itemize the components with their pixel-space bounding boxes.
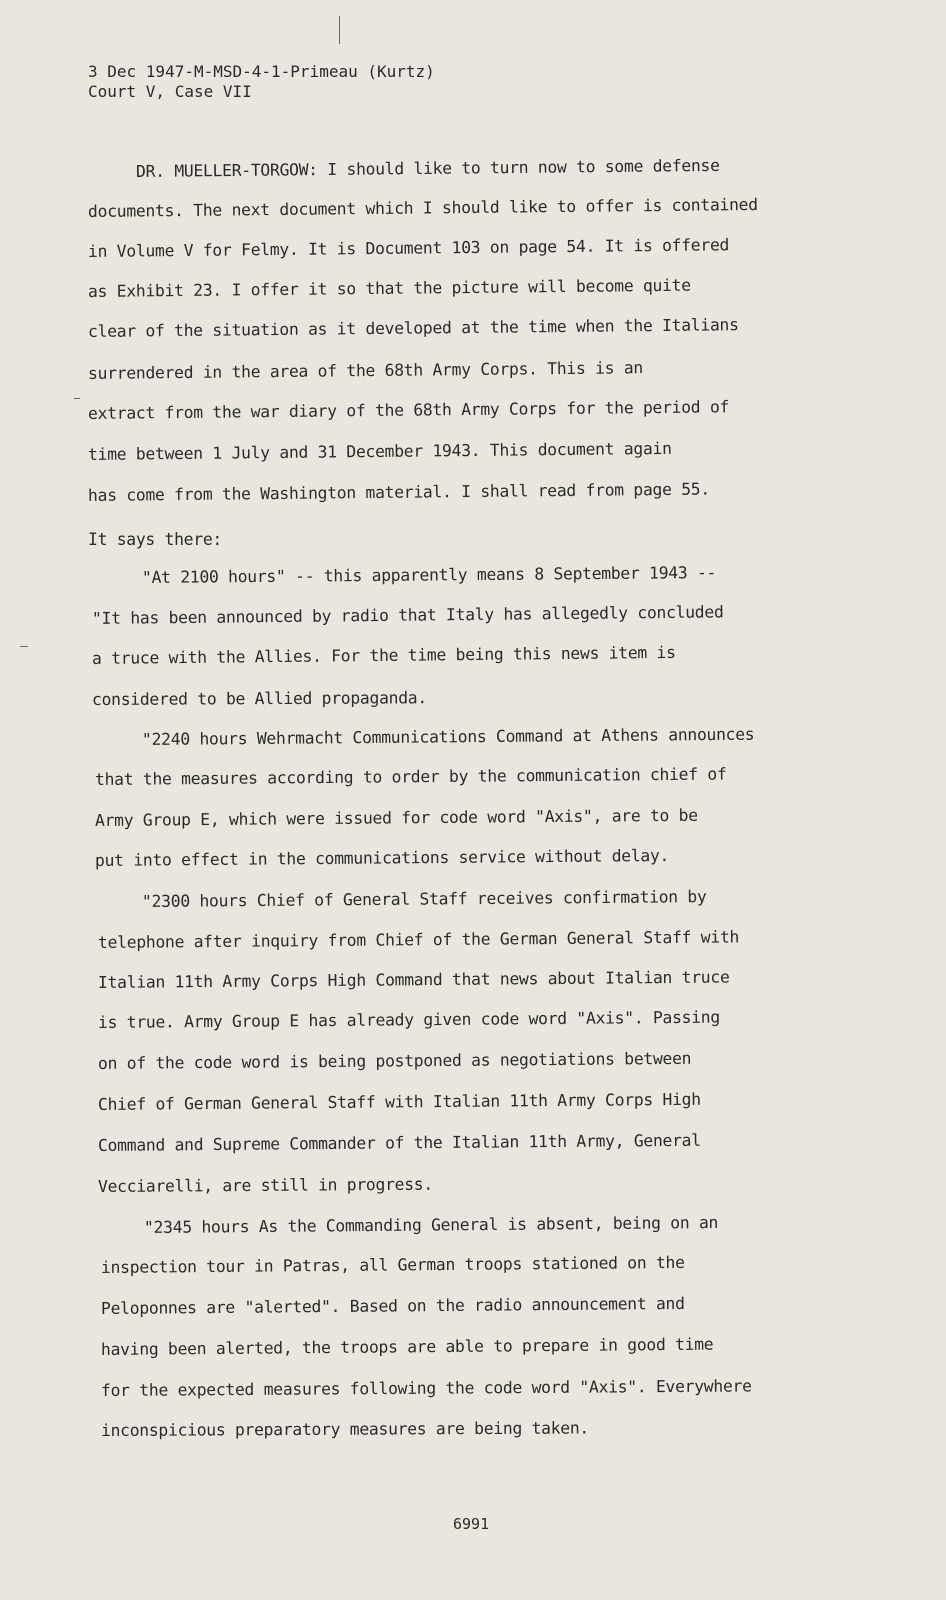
transcript-line: inspection tour in Patras, all German troops stationed on the xyxy=(100,1252,685,1277)
transcript-line: "2240 hours Wehrmacht Communications Command at Athens announces xyxy=(141,724,755,749)
transcript-line: Army Group E, which were issued for code word "Axis", are to be xyxy=(94,805,698,830)
transcript-line: considered to be Allied propaganda. xyxy=(91,688,427,709)
transcript-line: time between 1 July and 31 December 1943. This document again xyxy=(87,438,672,464)
transcript-line: that the measures according to order by the communication chief of xyxy=(94,764,727,789)
transcript-line: extract from the war diary of the 68th Army Corps for the period of xyxy=(87,397,730,423)
transcript-line: on of the code word is being postponed as negotiations between xyxy=(97,1048,692,1073)
header-court-case: Court V, Case VII xyxy=(88,82,252,101)
transcript-line: Vecciarelli, are still in progress. xyxy=(97,1174,433,1196)
page-number: 6991 xyxy=(453,1515,490,1533)
transcript-line: "2300 hours Chief of General Staff receives confirmation by xyxy=(141,887,707,911)
transcript-line: documents. The next document which I should like to offer is contained xyxy=(87,194,758,221)
transcript-line: It says there: xyxy=(88,530,222,549)
transcript-line: Chief of German General Staff with Italian 11th Army Corps High xyxy=(97,1089,701,1114)
transcript-line: Italian 11th Army Corps High Command that news about Italian truce xyxy=(97,967,730,992)
transcript-line: DR. MUELLER-TORGOW: I should like to turn now to some defense xyxy=(135,155,720,181)
transcript-line: telephone after inquiry from Chief of the German General Staff with xyxy=(97,927,740,952)
document-header xyxy=(88,62,435,102)
transcript-line: surrendered in the area of the 68th Army Corps. This is an xyxy=(87,358,644,383)
transcript-line: has come from the Washington material. I shall read from page 55. xyxy=(87,479,710,505)
header-reference: 3 Dec 1947-M-MSD-4-1-Primeau (Kurtz) xyxy=(88,62,435,81)
transcript-line: put into effect in the communications service without delay. xyxy=(94,845,670,870)
transcript-line: inconspicious preparatory measures are being taken. xyxy=(100,1418,590,1440)
transcript-line: having been alerted, the troops are able to prepare in good time xyxy=(100,1334,714,1359)
scan-mark xyxy=(20,646,28,647)
scan-mark xyxy=(339,16,340,44)
transcript-line: a truce with the Allies. For the time being this news item is xyxy=(91,642,676,668)
scan-mark xyxy=(74,398,80,399)
transcript-line: is true. Army Group E has already given code word "Axis". Passing xyxy=(97,1007,720,1032)
transcript-line: as Exhibit 23. I offer it so that the picture will become quite xyxy=(87,275,691,301)
transcript-line: "2345 hours As the Commanding General is absent, being on an xyxy=(143,1212,719,1237)
transcript-line: Peloponnes are "alerted". Based on the radio announcement and xyxy=(100,1293,685,1318)
transcript-line: for the expected measures following the code word "Axis". Everywhere xyxy=(100,1376,752,1400)
transcript-line: "It has been announced by radio that Italy has allegedly concluded xyxy=(91,602,724,628)
transcript-line: Command and Supreme Commander of the Italian 11th Army, General xyxy=(97,1130,701,1155)
transcript-line: in Volume V for Felmy. It is Document 103 on page 54. It is offered xyxy=(87,235,730,261)
transcript-line: clear of the situation as it developed at the time when the Italians xyxy=(87,315,739,341)
transcript-line: "At 2100 hours" -- this apparently means 8 September 1943 -- xyxy=(141,562,717,587)
